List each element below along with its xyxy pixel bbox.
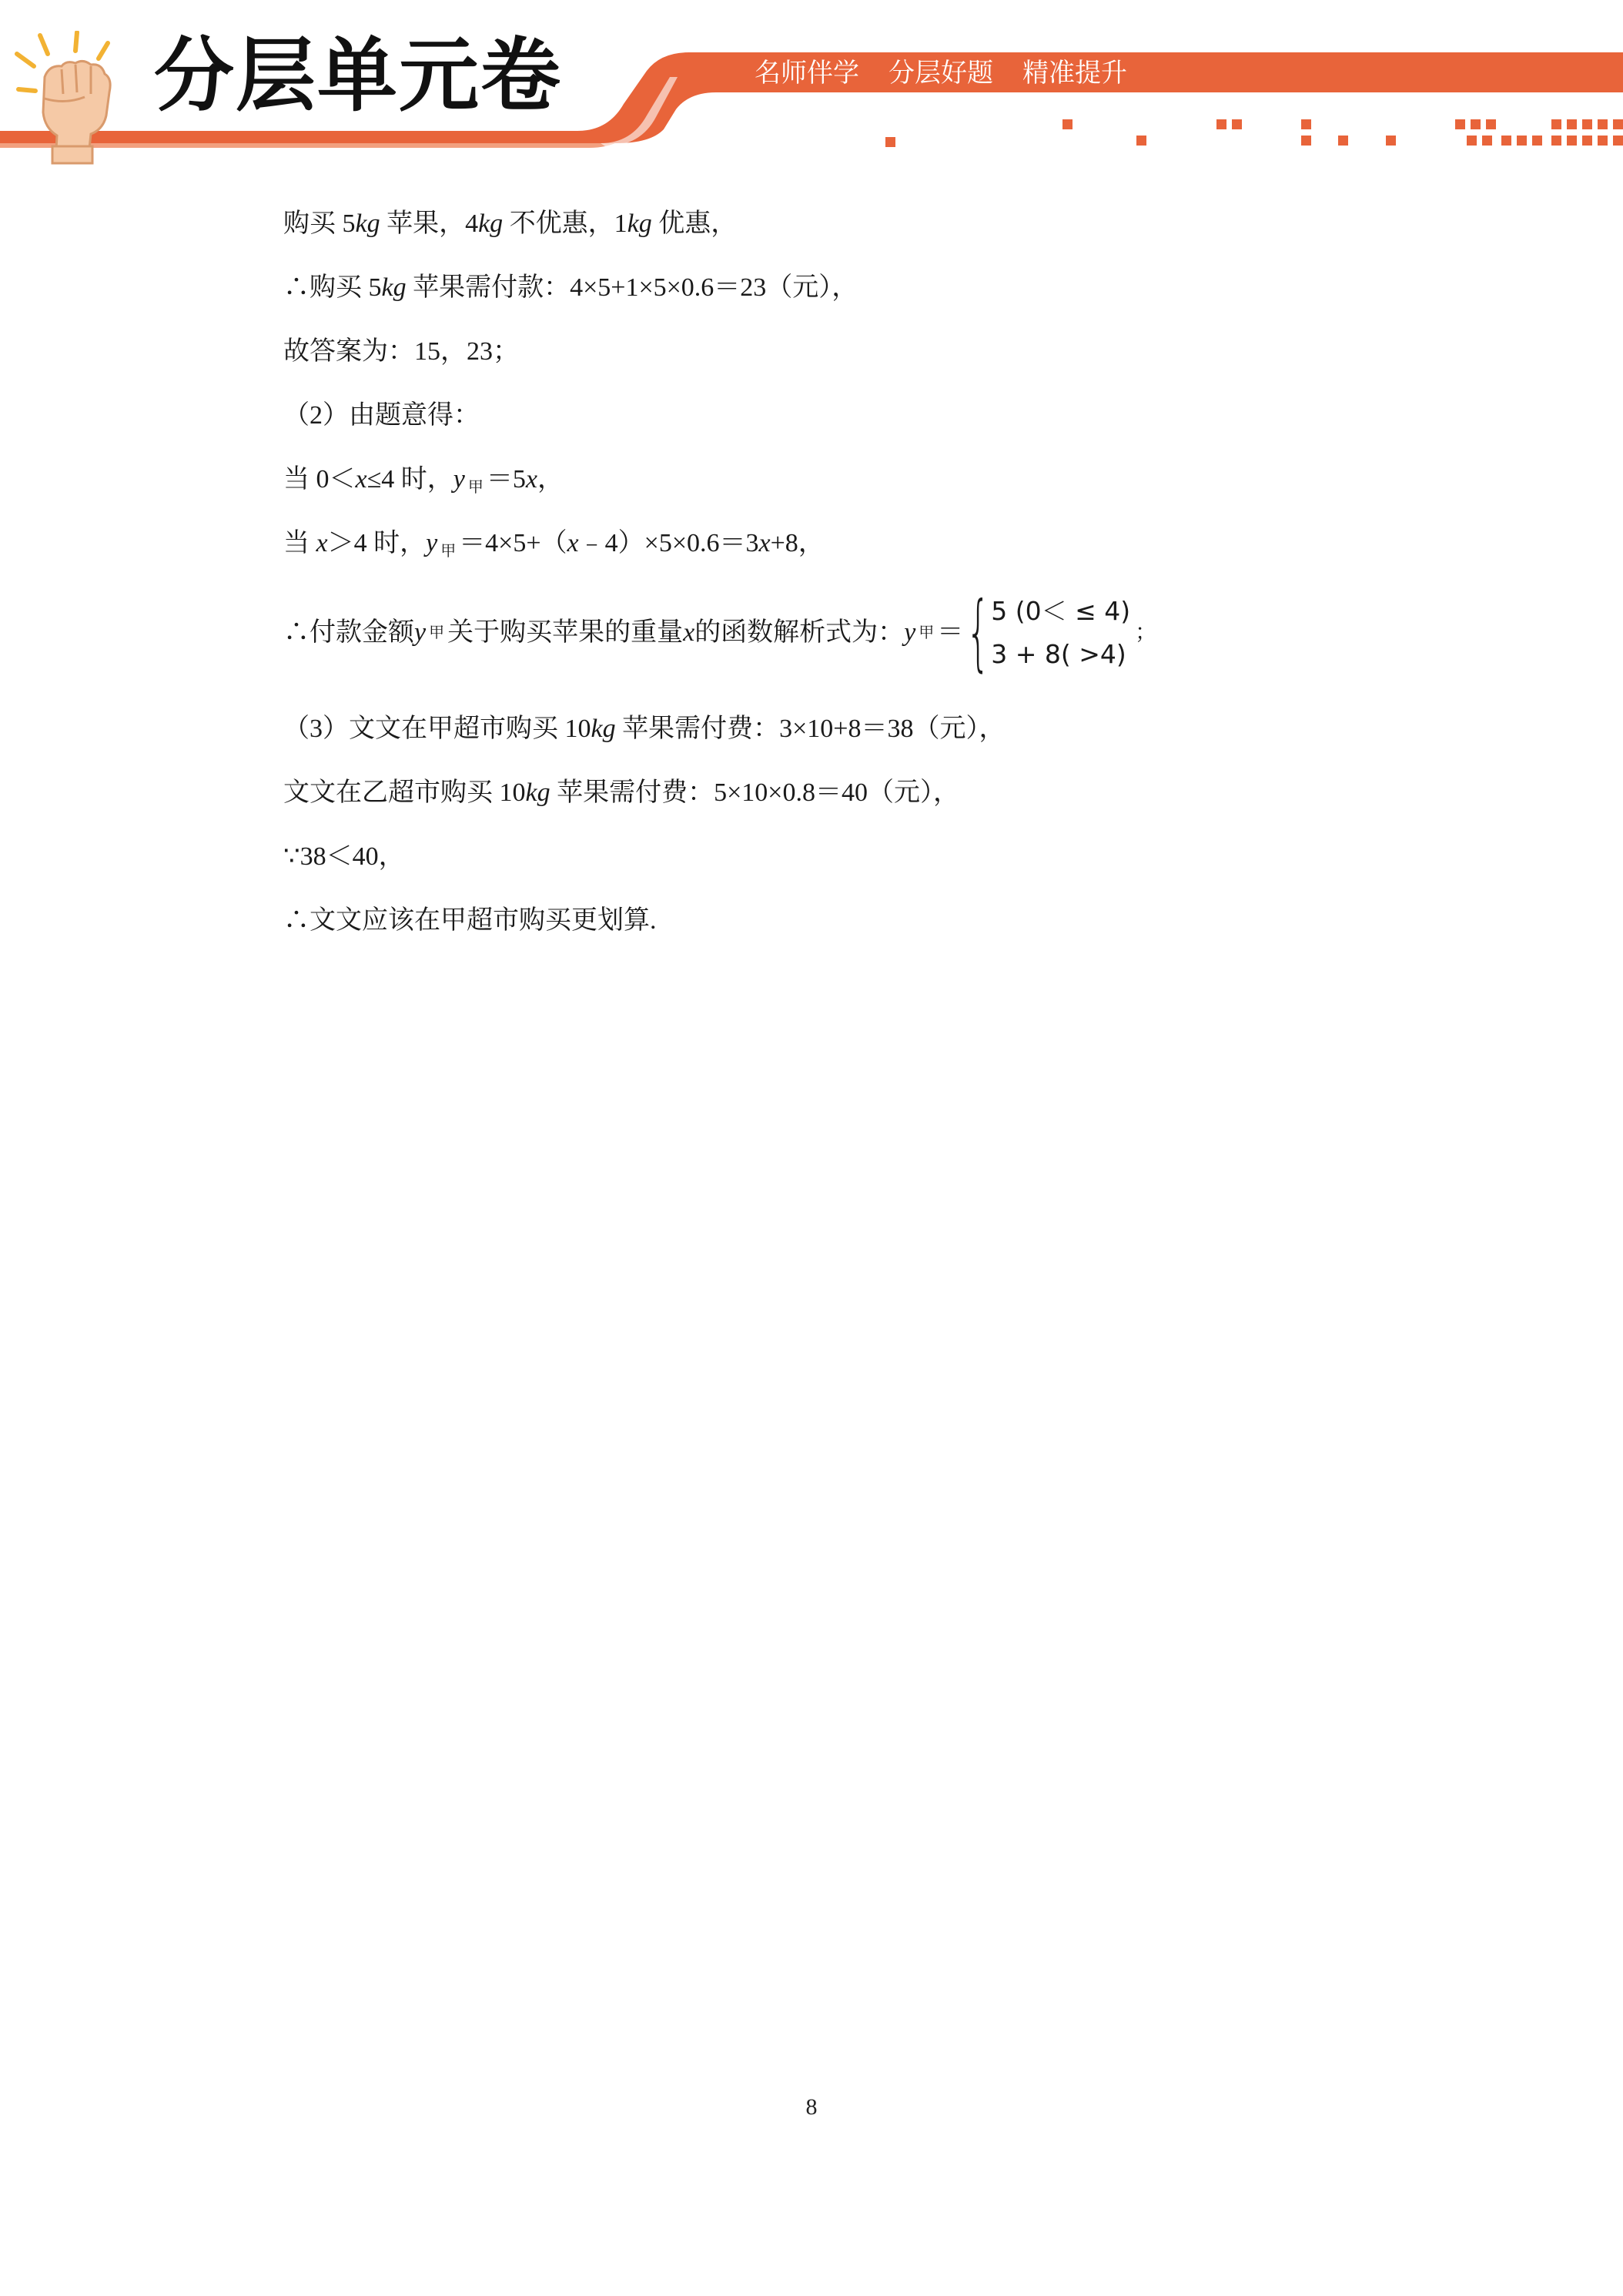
text-line-3: 故答案为：15，23； <box>283 337 519 366</box>
page-number: 8 <box>805 2094 818 2120</box>
text-line-5: 当 0＜x≤4 时，y $_甲$ ＝5x， <box>283 465 564 496</box>
text-line-9: 文文在乙超市购买 10kg 苹果需付费：5×10×0.8＝40（元）， <box>283 778 959 807</box>
raised-fist-icon <box>11 31 146 166</box>
text-line-7-piecewise: ∴付款金额 y 甲 关于购买苹果的重量 x 的函数解析式为： y 甲 ＝ { 5 (0＜ ≤ 4) 3 + 8( >4) ； <box>283 584 1157 681</box>
page-header <box>0 0 1623 169</box>
slogan-2: 分层好题 <box>888 58 993 89</box>
text-line-6: 当 x＞4 时，y $_甲$ ＝4×5+（x﹣4）×5×0.6＝3x+8， <box>283 529 825 560</box>
case-2: 3 + 8( >4) <box>991 639 1126 669</box>
text-line-8: （3）文文在甲超市购买 10kg 苹果需付费：3×10+8＝38（元）， <box>283 715 1006 743</box>
piecewise-brace: { <box>966 584 991 681</box>
text-line-2: ∴购买 5kg 苹果需付款：4×5+1×5×0.6＝23（元）， <box>283 273 858 302</box>
text-line-1: 购买 5kg 苹果，4kg 不优惠，1kg 优惠， <box>283 209 738 238</box>
brand-slogan <box>755 58 1156 89</box>
text-line-11: ∴文文应该在甲超市购买更划算. <box>283 906 657 935</box>
slogan-1: 名师伴学 <box>755 58 859 89</box>
piecewise-cases <box>991 590 1130 676</box>
solution-text <box>283 204 1377 965</box>
slogan-3: 精准提升 <box>1022 58 1127 89</box>
text-line-10: ∵38＜40， <box>283 842 405 871</box>
text-line-4: （2）由题意得： <box>283 401 480 430</box>
brand-title: 分层单元卷 <box>154 28 563 122</box>
case-1: 5 (0＜ ≤ 4) <box>991 596 1131 626</box>
